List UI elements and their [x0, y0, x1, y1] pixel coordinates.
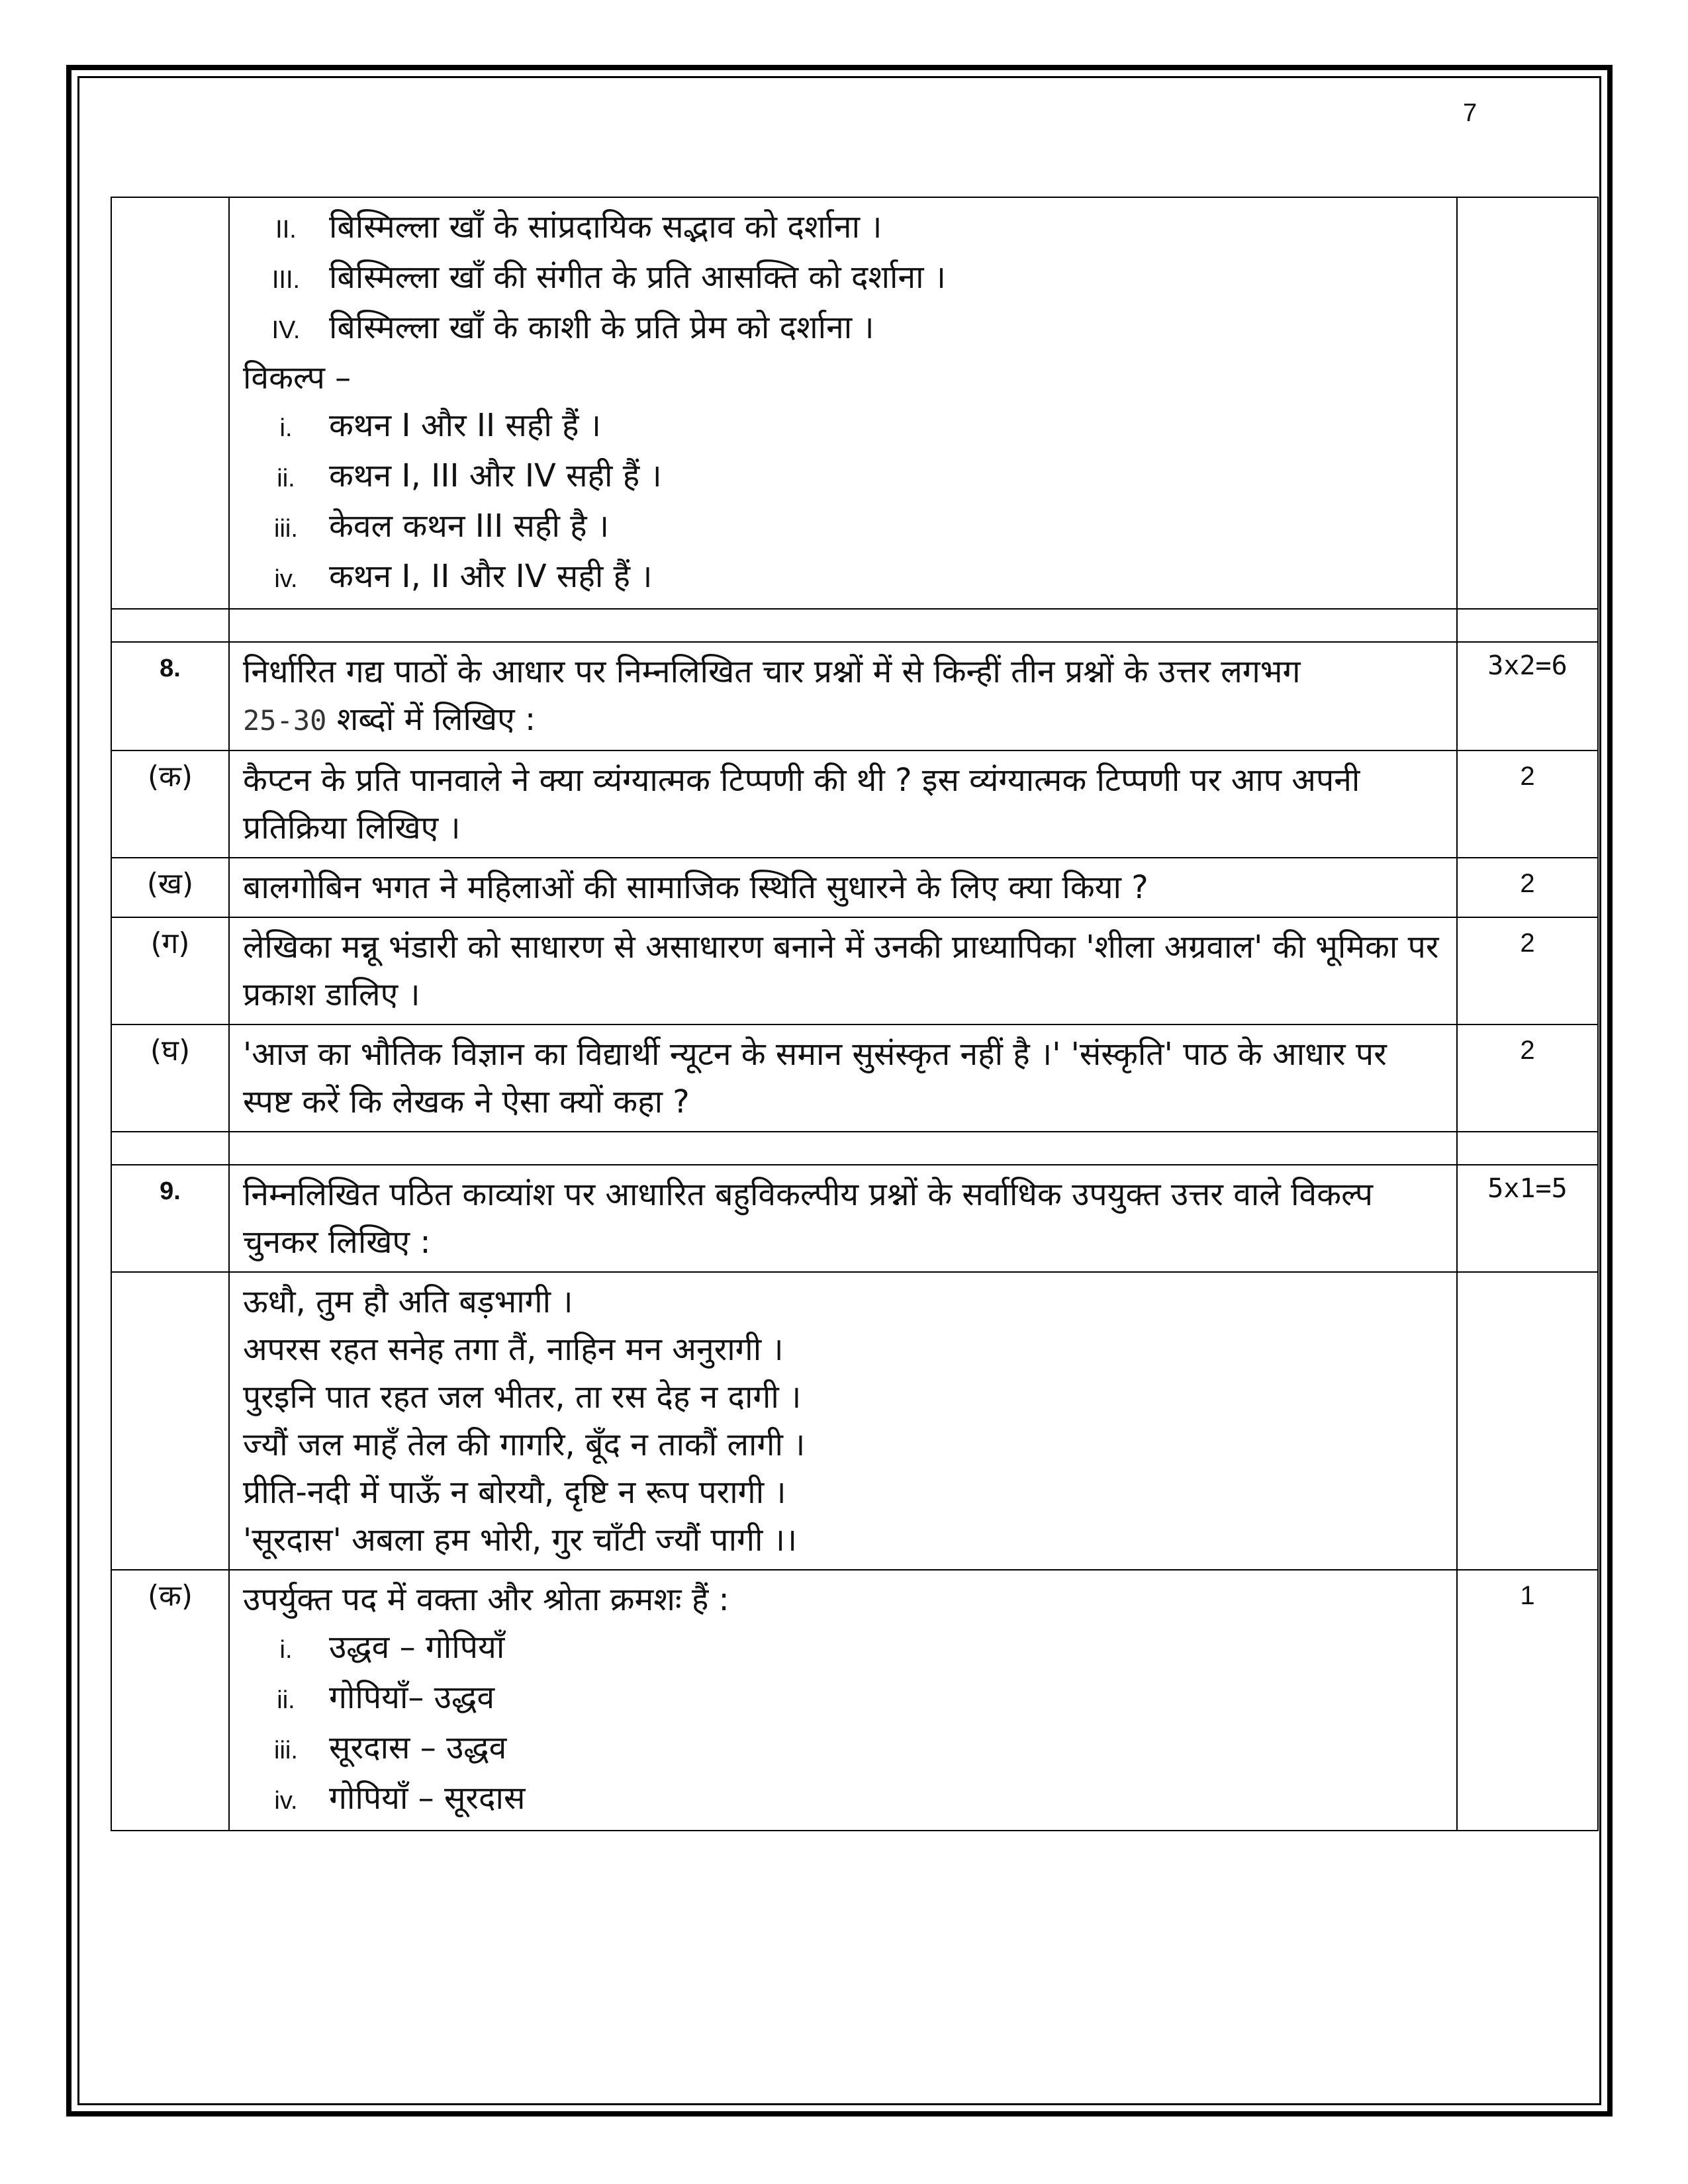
option-text: गोपियाँ – सूरदास — [329, 1780, 526, 1817]
options-heading: विकल्प – — [243, 359, 352, 396]
q9-subquestion-content — [229, 1570, 1457, 1831]
subquestion-row — [111, 1570, 1598, 1831]
question-marks: 3x2=6 — [1457, 642, 1598, 751]
option-item — [243, 452, 1443, 502]
subquestion-label: (क) — [111, 751, 229, 858]
spacer-row — [111, 1132, 1598, 1165]
option-item — [243, 1674, 1443, 1724]
option-numeral: iii. — [274, 1737, 298, 1764]
option-text: उद्धव – गोपियाँ — [329, 1629, 505, 1666]
subquestion-row — [111, 751, 1598, 858]
statement-text: बिस्मिल्ला खाँ के सांप्रदायिक सद्भाव को दर्शाना । — [329, 208, 882, 246]
q7-marks-cell — [1457, 197, 1598, 609]
page-number: 7 — [1463, 99, 1477, 127]
q7-continuation-row — [111, 197, 1598, 609]
statement-item — [243, 253, 1443, 304]
question-number: 8. — [111, 642, 229, 751]
subquestion-marks: 2 — [1457, 1024, 1598, 1132]
q8-prompt — [229, 642, 1457, 751]
option-item — [243, 502, 1443, 553]
statement-item — [243, 304, 1443, 354]
subquestion-text: लेखिका मन्नू भंडारी को साधारण से असाधारण बनाने में उनकी प्राध्यापिका 'शीला अग्रवाल' की भूमिका पर प्रकाश डालिए । — [229, 917, 1457, 1024]
option-item — [243, 1774, 1443, 1825]
subquestion-row — [111, 917, 1598, 1024]
q7-number-cell — [111, 197, 229, 609]
option-item — [243, 1623, 1443, 1674]
q8-prompt-part1: निर्धारित गद्य पाठों के आधार पर निम्नलिखित चार प्रश्नों में से किन्हीं तीन प्रश्नों के उत्तर लगभग — [243, 653, 1301, 690]
poem-label-cell — [111, 1272, 229, 1570]
poem-line: प्रीति-नदी में पाऊँ न बोरयौ, दृष्टि न रूप परागी । — [243, 1474, 786, 1511]
option-text: सूरदास – उद्धव — [329, 1729, 507, 1766]
statement-text: बिस्मिल्ला खाँ के काशी के प्रति प्रेम को दर्शाना । — [329, 309, 874, 346]
subquestion-text: कैप्टन के प्रति पानवाले ने क्या व्यंग्यात्मक टिप्पणी की थी ? इस व्यंग्यात्मक टिप्पणी पर आप अपनी प्रतिक्रिया लिखिए । — [229, 751, 1457, 858]
subquestion-label: (क) — [111, 1570, 229, 1831]
q8-word-range: 25-30 — [243, 704, 327, 737]
option-item — [243, 1724, 1443, 1774]
option-item — [243, 402, 1443, 452]
poem-line: ज्यौं जल माहँ तेल की गागरि, बूँद न ताकौं लागी । — [243, 1426, 806, 1463]
subquestion-text: 'आज का भौतिक विज्ञान का विद्यार्थी न्यूटन के समान सुसंस्कृत नहीं है ।' 'संस्कृति' पाठ के आधार पर स्पष्ट करें कि लेखक ने ऐसा क्यों कहा ? — [229, 1024, 1457, 1132]
statement-text: बिस्मिल्ला खाँ की संगीत के प्रति आसक्ति को दर्शाना । — [329, 259, 946, 296]
roman-numeral: II. — [275, 216, 297, 244]
q9-row — [111, 1165, 1598, 1272]
question-number: 9. — [111, 1165, 229, 1272]
subquestion-row — [111, 1024, 1598, 1132]
subquestion-marks: 2 — [1457, 751, 1598, 858]
q8-prompt-part2: शब्दों में लिखिए : — [336, 701, 536, 738]
subquestion-text: उपर्युक्त पद में वक्ता और श्रोता क्रमशः हैं : — [243, 1581, 729, 1618]
option-numeral: iii. — [274, 515, 298, 543]
question-marks: 5x1=5 — [1457, 1165, 1598, 1272]
option-numeral: i. — [279, 1636, 293, 1664]
subquestion-row — [111, 858, 1598, 917]
option-text: कथन I और II सही हैं । — [329, 407, 601, 444]
poem-line: 'सूरदास' अबला हम भोरी, गुर चाँटी ज्यौं पागी ।। — [243, 1522, 798, 1559]
option-numeral: iv. — [274, 1787, 298, 1815]
poem-marks-cell — [1457, 1272, 1598, 1570]
spacer-row — [111, 609, 1598, 642]
poem-line: ऊधौ, तुम हौ अति बड़भागी । — [243, 1283, 573, 1320]
subquestion-label: (ख) — [111, 858, 229, 917]
subquestion-marks: 1 — [1457, 1570, 1598, 1831]
q7-content — [229, 197, 1457, 609]
poem-line: पुरइनि पात रहत जल भीतर, ता रस देह न दागी । — [243, 1379, 802, 1416]
question-table — [111, 197, 1599, 1831]
subquestion-text: बालगोबिन भगत ने महिलाओं की सामाजिक स्थिति सुधारने के लिए क्या किया ? — [229, 858, 1457, 917]
option-numeral: iv. — [274, 565, 298, 593]
subquestion-label: (ग) — [111, 917, 229, 1024]
subquestion-label: (घ) — [111, 1024, 229, 1132]
q9-prompt: निम्नलिखित पठित काव्यांश पर आधारित बहुविकल्पीय प्रश्नों के सर्वाधिक उपयुक्त उत्तर वाले विकल्प चुनकर लिखिए : — [229, 1165, 1457, 1272]
subquestion-marks: 2 — [1457, 917, 1598, 1024]
subquestion-marks: 2 — [1457, 858, 1598, 917]
option-text: केवल कथन III सही है । — [329, 508, 610, 545]
roman-numeral: III. — [271, 266, 301, 294]
option-numeral: i. — [279, 414, 293, 442]
poem-row — [111, 1272, 1598, 1570]
option-numeral: ii. — [277, 1686, 295, 1714]
option-item — [243, 553, 1443, 603]
roman-numeral: IV. — [271, 316, 301, 344]
q8-row — [111, 642, 1598, 751]
poem-line: अपरस रहत सनेह तगा तैं, नाहिन मन अनुरागी । — [243, 1331, 784, 1368]
option-text: कथन I, III और IV सही हैं । — [329, 457, 662, 494]
option-text: कथन I, II और IV सही हैं । — [329, 558, 653, 595]
statement-item — [243, 203, 1443, 253]
option-numeral: ii. — [277, 465, 295, 492]
option-text: गोपियाँ– उद्धव — [329, 1679, 495, 1716]
poem-block — [229, 1272, 1457, 1570]
